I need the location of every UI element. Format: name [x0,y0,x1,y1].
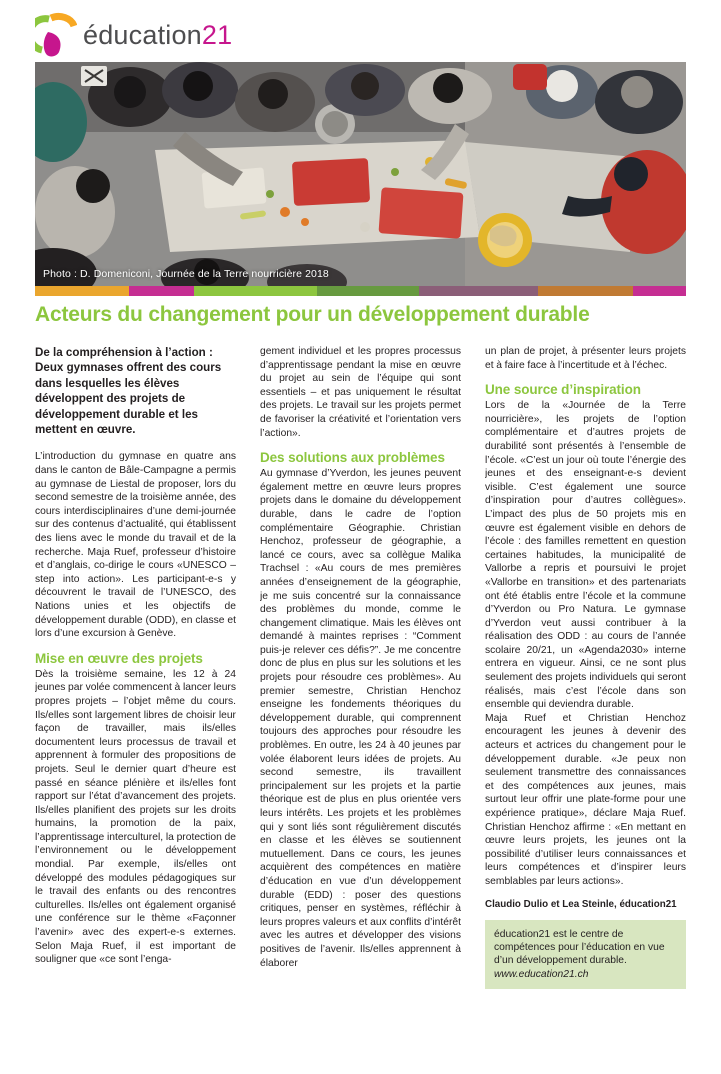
photo-caption: Photo : D. Domeniconi, Journée de la Terre nourricière 2018 [43,268,329,280]
article-byline: Claudio Dulio et Lea Steinle, éducation21 [485,898,677,910]
body-paragraph: L’introduction du gymnase en quatre ans dans le canton de Bâle-Campagne a permis au gymnase de Liestal de proposer, lors du second semestre de la troisième année, des cours interdisciplinaires d’une demi-journée sur des contenus d’actualité, qui établissent des liens avec le monde du travail et de la recherche. Maja Ruef, professeur d’histoire et d’anglais, co-dirige le cours «UNESCO – step into action». Les participant-e-s y découvrent le travail de l’UNESCO, des Nations unies et les objectifs de développement durable (ODD), en classe et lors d’une excursion à Genève. [35,451,236,640]
stripe-segment [35,286,129,296]
body-paragraph: Au gymnase d’Yverdon, les jeunes peuvent également mettre en œuvre leurs propres projets dans le domaine du développement durable, dans le cadre de l’option complémentaire Géographie. Christian Henchoz, professeur de géographie, a lancé ce cours, avec sa collègue Malika Trachsel : «Au cours de mes premières années d’enseignement de la géographie, je me suis concentré sur la connaissance des problèmes du monde, comme le changement climatique. Mais les élèves ont demandé à maintes reprises : “Comment puis-je relever ces défis?”. Je me concentre donc de plus en plus sur les solutions et les projets pour résoudre ces problèmes». Au premier semestre, Christian Henchoz enseigne les fondements théoriques du développement durable, qui comprennent toujours des approches pour résoudre les problèmes. En outre, les 24 à 40 jeunes par volée élaborent leurs idées de projets. Au second semestre, ils travaillent principalement sur les projets et la partie théorique est de plus en plus orientée vers leurs intérêts. Les projets et les problèmes qui y sont liés sont régulièrement discutés en classe et les élèves se soutiennent mutuellement. Dans ce cours, les jeunes acquièrent des compétences en matière d’éducation en vue d’un développement durable (EDD) : poser des questions critiques, penser en systèmes, réfléchir à leurs propres valeurs et aux conflits d’intérêt avec les autres et développer des visions positives de l’avenir. Ils/elles apprennent à élaborer [260,468,461,969]
stripe-segment [129,286,194,296]
column-3 [485,345,686,1071]
body-paragraph: gement individuel et les propres processus d’apprentissage pendant la mise en œuvre du projet au sein de l’équipe qui sont essentiels – et pas uniquement le résultat des projets. Le travail sur les projets permet de favoriser la créativité et l’orientation vers l’action». [260,346,461,439]
header [35,12,232,58]
education21-infobox [485,920,686,990]
stripe-segment [419,286,538,296]
logo-text-main: éducation [83,19,202,50]
stripe-segment [538,286,633,296]
article-body [35,345,686,1071]
stripe-segment [633,286,686,296]
stripe-segment [194,286,317,296]
column-2 [260,345,461,1071]
logo-text-accent: 21 [201,19,233,50]
subhead-mise-en-oeuvre: Mise en œuvre des projets [35,650,203,666]
body-paragraph: un plan de projet, à présenter leurs projets et à faire face à l’incertitude et à l’échec. [485,346,686,371]
article-headline: Acteurs du changement pour un développement durable [35,303,590,326]
logo-wordmark [83,20,232,51]
education21-link[interactable]: www.education21.ch [494,968,589,980]
stripe-segment [317,286,419,296]
body-paragraph: Lors de la «Journée de la Terre nourricière», les projets de l’option complémentaire et d’autres projets de durabilité sont présentés à l’ensemble de l’école. «C’est un jour où toute l’énergie des jeunes et des enseignant-e-s devient visible. C’est également une source d’inspiration pour d’autres collègues». L’impact des plus de 50 projets mis en œuvre est également visible en dehors de l’école : des familles remettent en question certaines habitudes, la municipalité de Vallorbe a repris et poursuivi le projet «Vallorbe en transition» et des partenariats ont été établis entre l’école et la commune d’Yverdon ou Pro Natura. Le gymnase d’Yverdon veut aussi contribuer à la réalisation des ODD : au cours de l’année scolaire 20/21, un «Agenda2030» interne entrera en vigueur. Ainsi, ce ne sont plus seulement des projets individuels qui seront réalisés, mais c’est l’école dans son ensemble qui deviendra durable. [485,400,686,711]
article-lead: De la compréhension à l’action : Deux gymnases offrent des cours dans lesquelles les élèves développent des projets de développement durable et les mettent en œuvre. [35,346,222,437]
infobox-text: éducation21 est le centre de compétences pour l’éducation en vue d’un développement durable. [494,928,665,967]
body-paragraph: Dès la troisième semaine, les 12 à 24 jeunes par volée commencent à lancer leurs propres projets – l’objet même du cours. Ils/elles sont largement libres de choisir leur façon de travailler, mais ils/elles documentent leurs processus de travail et apprennent à formuler des propositions de projets. Seul le dernier quart d’heure est passé en séance plénière et ils/elles font rapport sur l’état d’avancement des projets. Ils/elles planifient des projets sur les droits humains, la promotion de la paix, l’apprentissage interculturel, la protection de l’environnement ou le développement mondial. Par exemple, ils/elles ont développé des modules pédagogiques sur le travail des enfants ou des rencontres culturelles. Ils/elles ont également organisé une conférence sur le thème «Façonner l’avenir» avec des expert-e-s externes. Selon Maja Ruef, il est important de souligner que «ce sont l’enga- [35,668,236,966]
education21-logo-icon [35,12,77,58]
subhead-solutions: Des solutions aux problèmes [260,450,445,466]
color-stripe [35,286,686,296]
column-1 [35,345,236,1071]
photo-illustration [35,62,686,286]
article-photo [35,62,686,286]
subhead-inspiration: Une source d’inspiration [485,382,641,398]
body-paragraph: Maja Ruef et Christian Henchoz encouragent les jeunes à devenir des acteurs et actrices du changement pour le développement durable. «Je peux non seulement transmettre des connaissances et des compétences aux jeunes, mais surtout leur offrir une plate-forme pour une expérience pratique», déclare Maja Ruef. Christian Henchoz affirme : «En mettant en œuvre leurs projets, les jeunes ont la possibilité d’utiliser leurs connaissances et leurs compétences et d’inspirer leurs semblables par leurs actions». [485,712,686,887]
